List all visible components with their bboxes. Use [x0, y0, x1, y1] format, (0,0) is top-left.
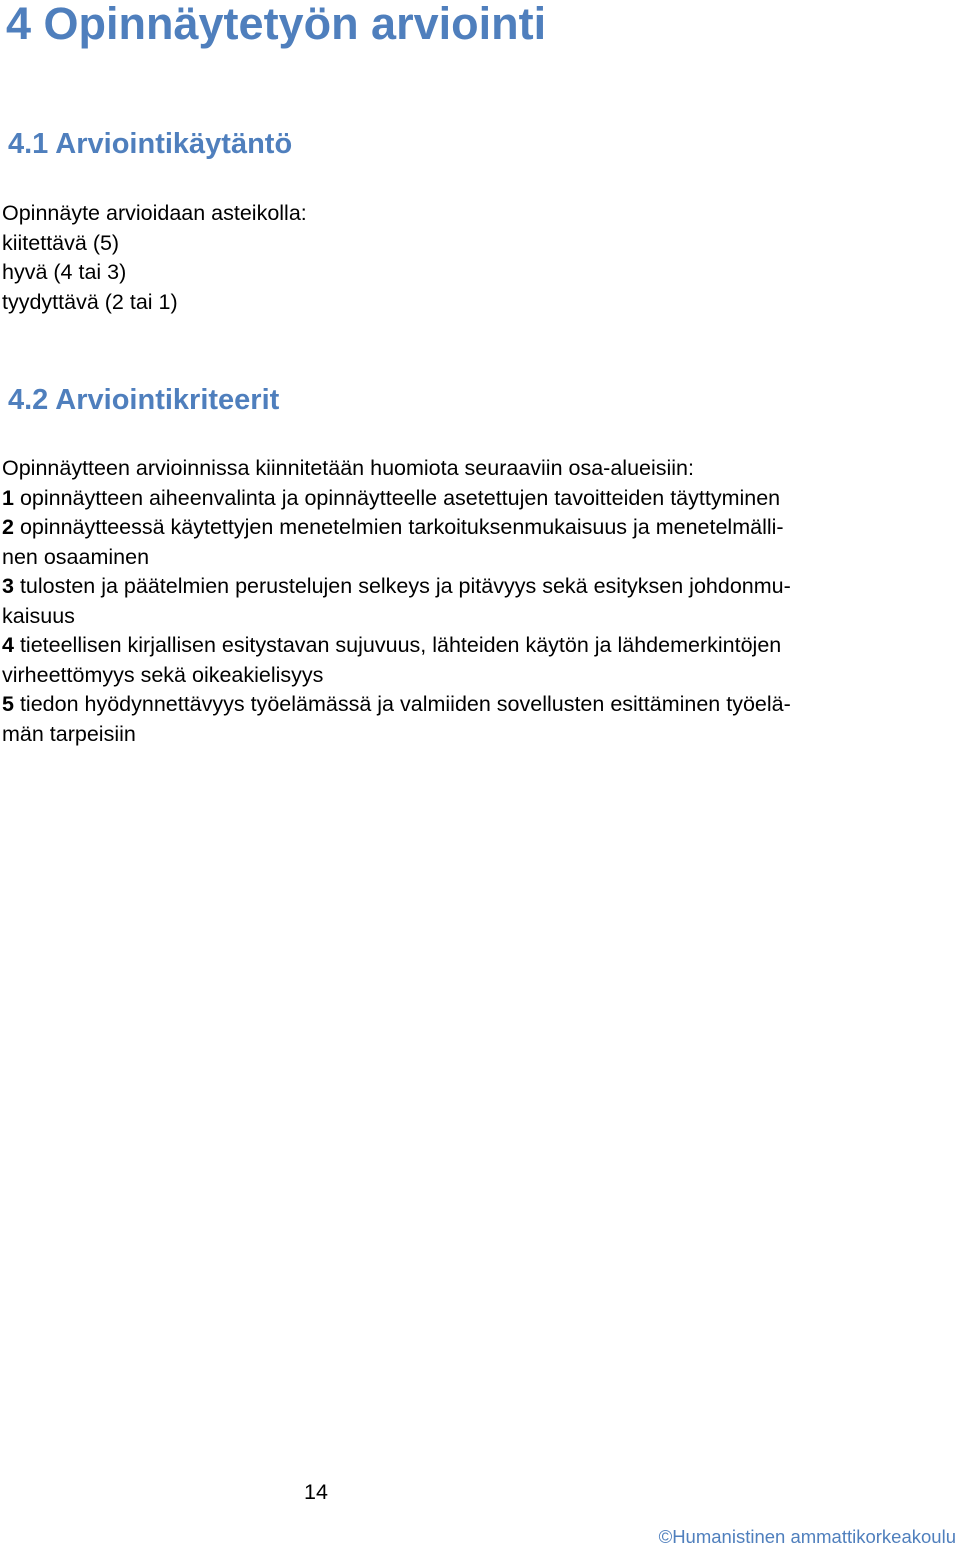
criteria-text: nen osaaminen	[2, 544, 150, 569]
criteria-text: män tarpeisiin	[2, 721, 136, 746]
criteria-text: kaisuus	[2, 603, 75, 628]
criteria-line	[2, 543, 942, 573]
criteria-line	[2, 631, 942, 661]
criteria-number: 5	[2, 692, 14, 716]
criteria-text: tiedon hyödynnettävyys työelämässä ja valmiiden sovellusten esittäminen työelä-	[13, 692, 791, 716]
grading-scale	[2, 199, 942, 317]
criteria-line	[2, 513, 942, 543]
scale-item: tyydyttävä (2 tai 1)	[2, 289, 178, 314]
criteria-text: tulosten ja päätelmien perustelujen selkeys ja pitävyys sekä esityksen johdonmu-	[13, 574, 791, 598]
section-heading-practice: 4.1 Arviointikäytäntö	[8, 128, 293, 160]
scale-intro: Opinnäyte arvioidaan asteikolla:	[2, 201, 307, 225]
criteria-number: 4	[2, 633, 14, 657]
criteria-text: virheettömyys sekä oikeakielisyys	[2, 662, 324, 687]
copyright-notice: ©Humanistinen ammattikorkeakoulu	[658, 1526, 956, 1547]
page-number: 14	[304, 1480, 328, 1504]
criteria-line	[2, 720, 942, 750]
criteria-line	[2, 484, 942, 514]
chapter-title: 4 Opinnäytetyön arviointi	[6, 0, 547, 49]
criteria-text: opinnäytteessä käytettyjen menetelmien tarkoituksenmukaisuus ja menetelmälli-	[13, 515, 784, 539]
criteria-line	[2, 602, 942, 632]
criteria-number: 2	[2, 515, 14, 539]
criteria-list	[2, 454, 942, 749]
criteria-text: tieteellisen kirjallisen esitystavan sujuvuus, lähteiden käytön ja lähdemerkintöjen	[13, 633, 782, 657]
scale-item: hyvä (4 tai 3)	[2, 260, 127, 284]
criteria-number: 1	[2, 485, 14, 510]
criteria-line	[2, 690, 942, 720]
section-heading-criteria: 4.2 Arviointikriteerit	[8, 384, 280, 416]
scale-item: kiitettävä (5)	[2, 230, 120, 255]
criteria-line	[2, 661, 942, 691]
criteria-text: opinnäytteen aiheenvalinta ja opinnäytteelle asetettujen tavoitteiden täyttyminen	[13, 485, 781, 510]
criteria-number: 3	[2, 574, 14, 598]
criteria-intro: Opinnäytteen arvioinnissa kiinnitetään huomiota seuraaviin osa-alueisiin:	[2, 456, 694, 480]
criteria-line	[2, 572, 942, 602]
